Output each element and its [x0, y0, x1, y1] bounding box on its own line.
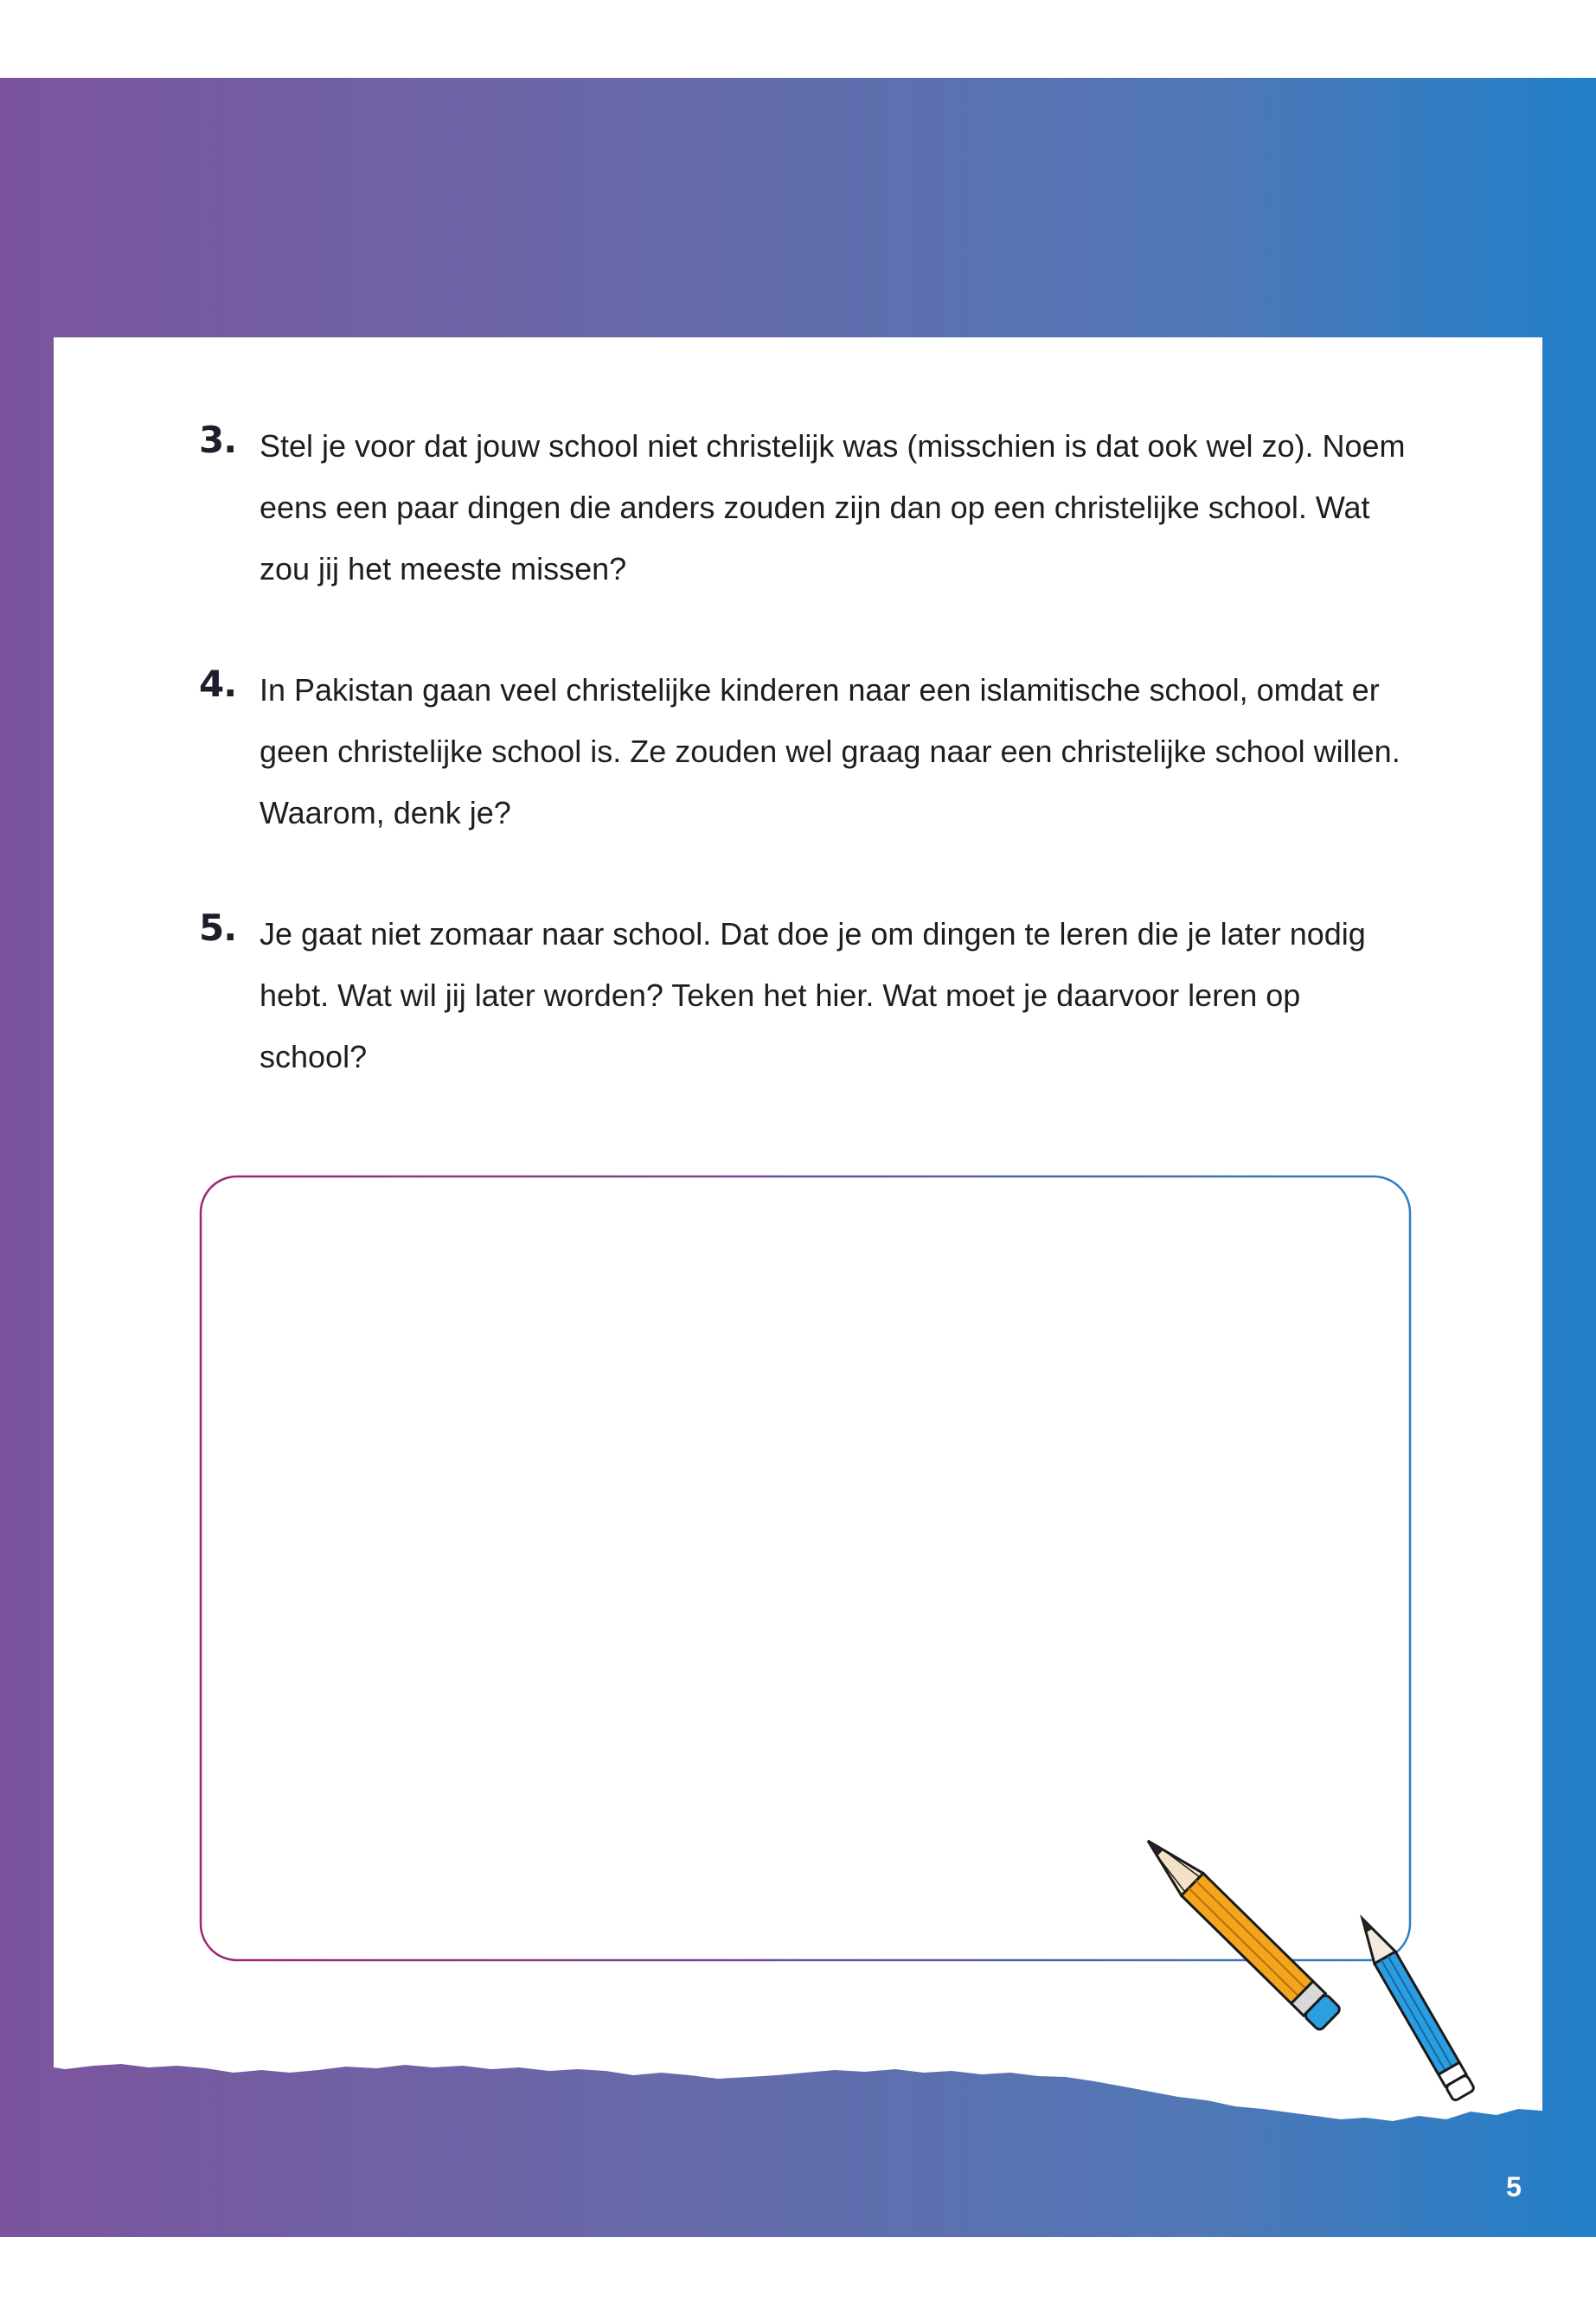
question-text: Stel je voor dat jouw school niet christelijk was (misschien is dat ook wel zo). Noem eens een paar dingen die anders zouden zijn dan op een christelijke school. Wat zou jij het meeste missen? [260, 428, 1406, 586]
page-number: 5 [1506, 2171, 1522, 2202]
blue-pencil-icon [1352, 1913, 1475, 2101]
question-number: 5. [199, 907, 237, 949]
question-number: 3. [199, 419, 237, 461]
question-number: 4. [199, 663, 237, 705]
pencils-illustration [1125, 1817, 1522, 2197]
question-text: Je gaat niet zomaar naar school. Dat doe je om dingen te leren die je later nodig hebt. Wat wil jij later worden? Teken het hier. Wat moet je daarvoor leren op school? [260, 916, 1366, 1074]
question-text: In Pakistan gaan veel christelijke kinderen naar een islamitische school, omdat er geen christelijke school is. Ze zouden wel graag naar een christelijke school willen. Waarom, denk je? [260, 672, 1401, 830]
orange-pencil-icon [1137, 1830, 1341, 2031]
